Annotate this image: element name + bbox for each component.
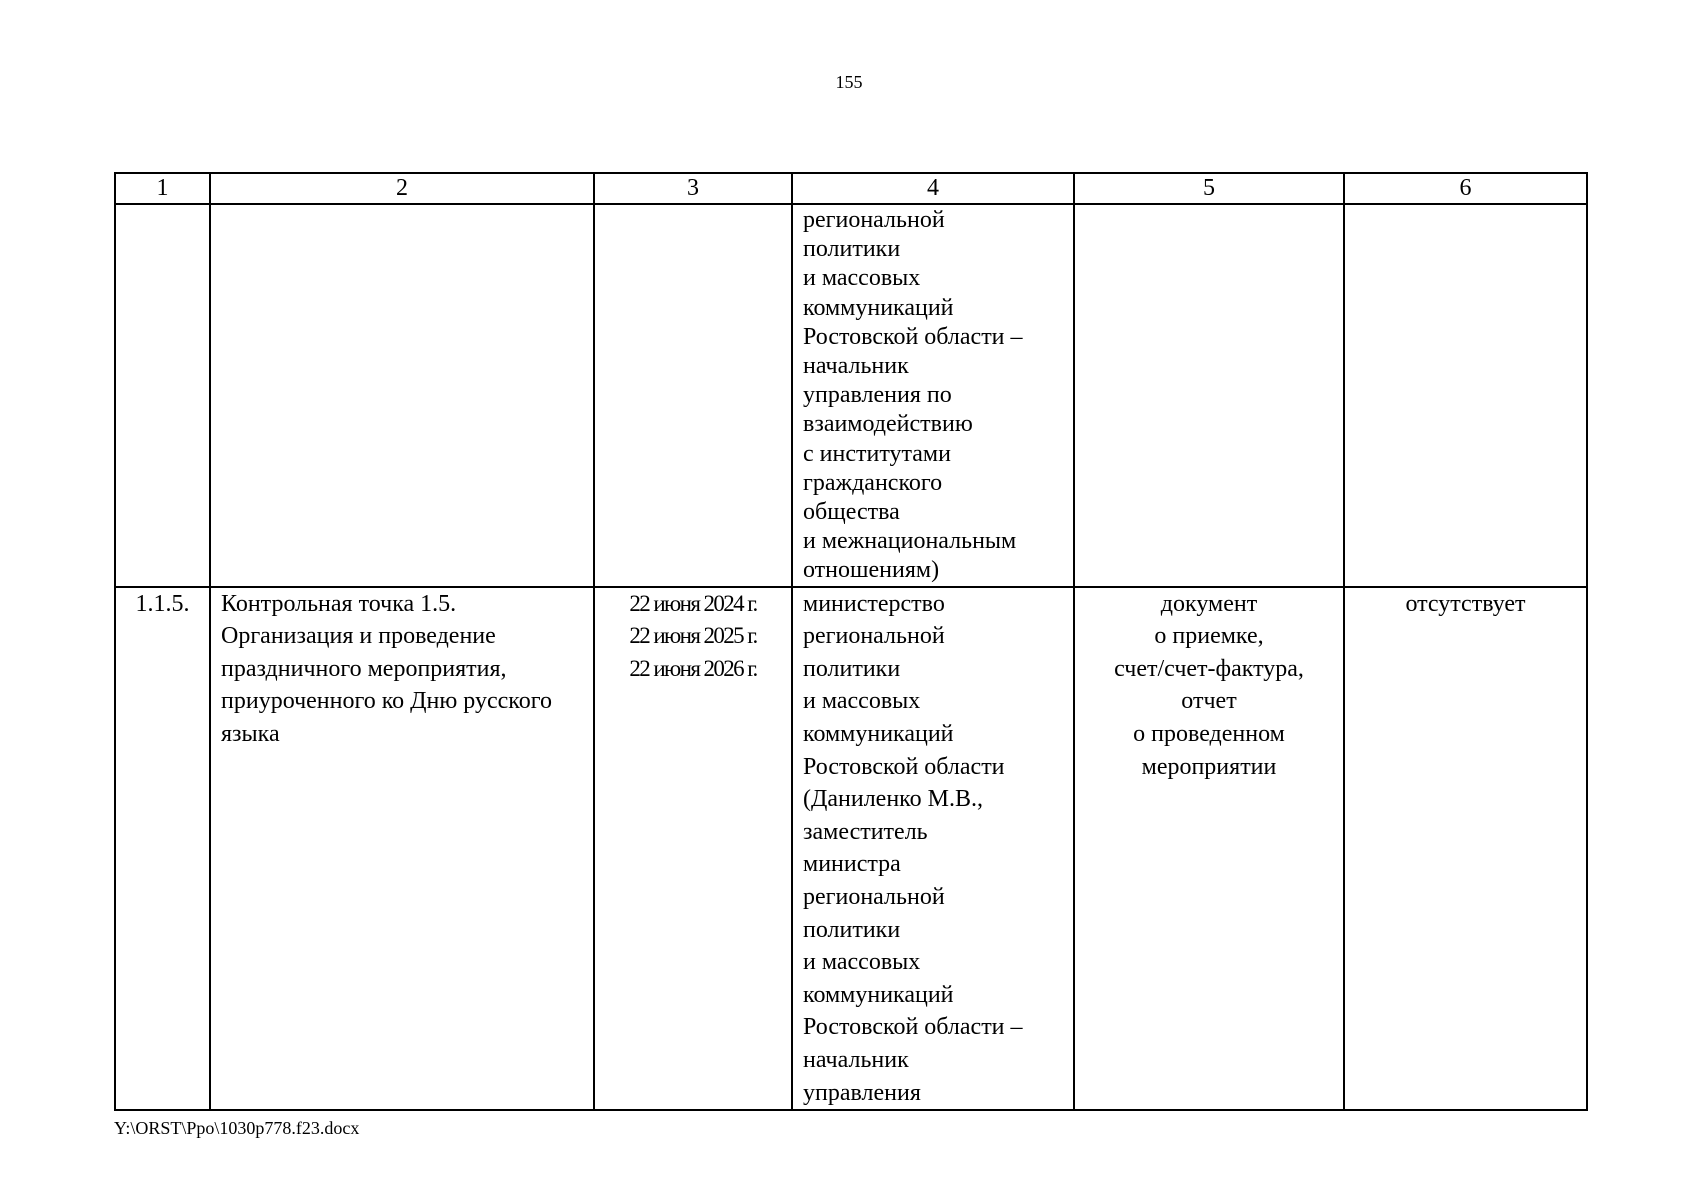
cell-responsible [792,587,1074,1111]
cell-text: отсутствует [1405,590,1526,617]
cell-text: Контрольная точка 1.5. Организация и проведение праздничного мероприятия, приуроченного ко Дню русского языка [221,590,552,748]
column-number-3: 3 [594,173,792,204]
cell-title [210,204,594,587]
column-number-5: 5 [1074,173,1344,204]
cell-text [116,205,209,206]
cell-text [211,205,593,206]
column-number-6: 6 [1344,173,1587,204]
cell-text: документ о приемке, счет/счет-фактура, отчет о проведенном мероприятии [1114,590,1304,780]
cell-other [1344,587,1587,1111]
cell-dates [594,204,792,587]
column-number-4: 4 [792,173,1074,204]
cell-document [1074,204,1344,587]
cell-text [1345,205,1586,206]
column-number-1: 1 [115,173,210,204]
cell-text: региональной политики и массовых коммуникаций Ростовской области – начальник управления по взаимодействию с институтами гражданского общества и межнациональным отношениям) [803,207,1023,584]
table-row-1-1-5 [115,587,1587,1111]
cell-text: министерство региональной политики и массовых коммуникаций Ростовской области (Даниленко М.В., заместитель министра региональной политики и массовых коммуникаций Ростовской области – начальник управления [803,590,1023,1106]
cell-document [1074,587,1344,1111]
control-points-table [114,172,1588,1111]
table-row-continuation [115,204,1587,587]
cell-title [210,587,594,1111]
cell-responsible [792,204,1074,587]
cell-dates [594,587,792,1111]
cell-text [595,205,791,206]
cell-text: 22 июня 2024 г. 22 июня 2025 г. 22 июня 2026 г. [629,590,757,681]
page-number: 155 [835,72,863,92]
footer-file-path: Y:\ORST\Ppo\1030p778.f23.docx [114,1118,360,1138]
cell-text [1075,205,1343,206]
column-number-row [115,173,1587,204]
cell-number [115,204,210,587]
cell-other [1344,204,1587,587]
cell-number [115,587,210,1111]
column-number-2: 2 [210,173,594,204]
cell-text: 1.1.5. [135,590,190,617]
